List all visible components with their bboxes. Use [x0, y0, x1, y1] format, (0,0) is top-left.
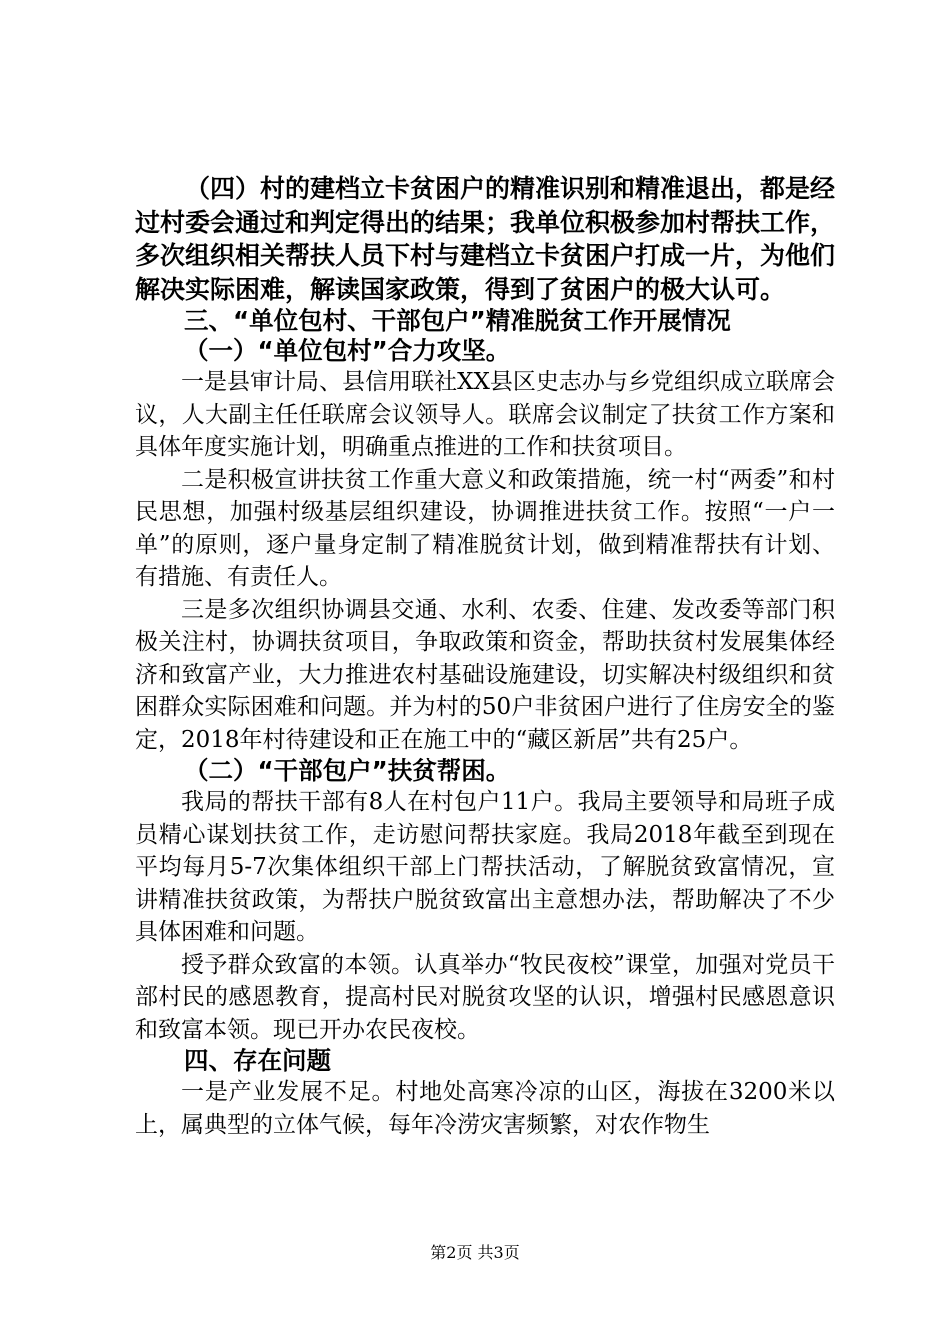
paragraph-night-school: 授予群众致富的本领。认真举办“牧民夜校”课堂，加强对党员干部村民的感恩教育，提高村民对脱贫攻坚的认识，增强村民感恩意识和致富本领。现已开办农民夜校。	[135, 951, 835, 1043]
paragraph-village-poverty-identification: （四）村的建档立卡贫困户的精准识别和精准退出，都是经过村委会通过和判定得出的结果；我单位积极参加村帮扶工作，多次组织相关帮扶人员下村与建档立卡贫困户打成一片，为他们解决实际困难，解读国家政策，得到了贫困户的极大认可。	[135, 174, 836, 304]
paragraph-department-coordination: 三是多次组织协调县交通、水利、农委、住建、发改委等部门积极关注村，协调扶贫项目，争取政策和资金，帮助扶贫村发展集体经济和致富产业，大力推进农村基础设施建设，切实解决村级组织和贫困群众实际困难和问题。并为村的50户非贫困户进行了住房安全的鉴定，2018年村待建设和正在施工中的“藏区新居”共有25户。	[135, 596, 835, 753]
paragraph-policy-promotion: 二是积极宣讲扶贫工作重大意义和政策措施，统一村“两委”和村民思想，加强村级基层组织建设，协调推进扶贫工作。按照“一户一单”的原则，逐户量身定制了精准脱贫计划，做到精准帮扶有计划、有措施、有责任人。	[135, 466, 835, 590]
paragraph-industry-shortfall: 一是产业发展不足。村地处高寒冷凉的山区，海拔在3200米以上，属典型的立体气候，每年冷涝灾害频繁，对农作物生	[135, 1079, 835, 1138]
page-footer: 第2页 共3页	[430, 1243, 520, 1262]
heading-subsection-two: （二）“干部包户”扶贫帮困。	[184, 756, 511, 785]
paragraph-joint-meeting: 一是县审计局、县信用联社XX县区史志办与乡党组织成立联席会议，人大副主任任联席会议领导人。联席会议制定了扶贫工作方案和具体年度实施计划，明确重点推进的工作和扶贫项目。	[135, 369, 835, 460]
heading-section-four: 四、存在问题	[184, 1046, 331, 1075]
heading-subsection-one: （一）“单位包村”合力攻坚。	[184, 336, 511, 365]
heading-section-three: 三、“单位包村、干部包户”精准脱贫工作开展情况	[184, 306, 731, 335]
paragraph-cadre-households: 我局的帮扶干部有8人在村包户11户。我局主要领导和局班子成员精心谋划扶贫工作，走访慰问帮扶家庭。我局2018年截至到现在平均每月5-7次集体组织干部上门帮扶活动，了解脱贫致富情况，宣讲精准扶贫政策，为帮扶户脱贫致富出主意想办法，帮助解决了不少具体困难和问题。	[135, 789, 835, 945]
document-body	[135, 172, 835, 1141]
